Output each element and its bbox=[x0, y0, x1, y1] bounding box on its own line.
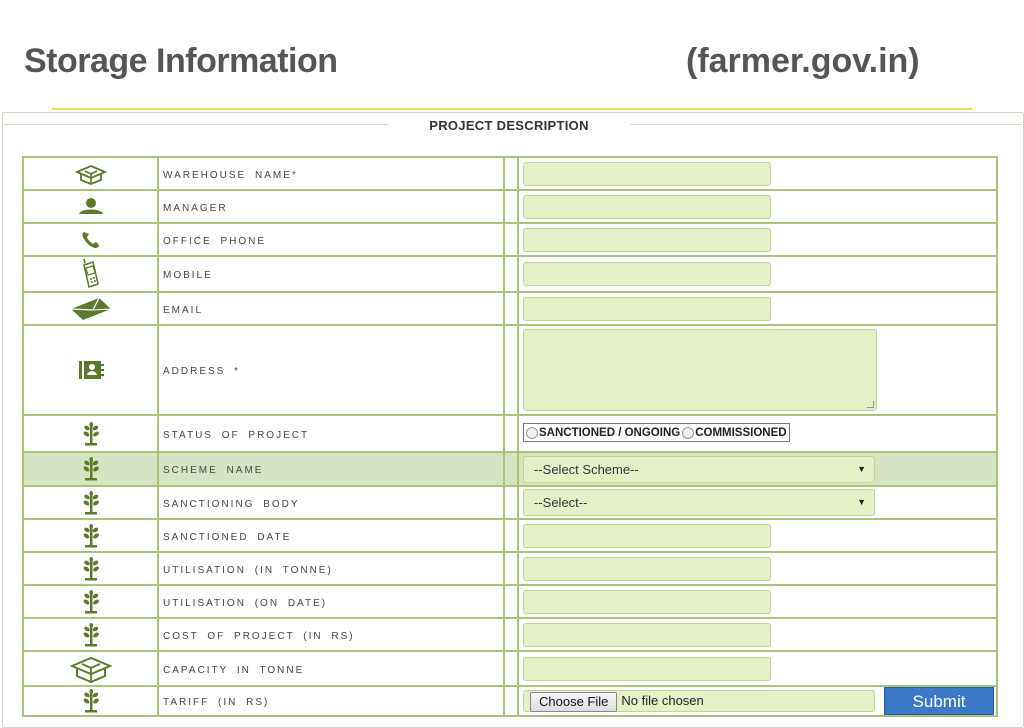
envelope-icon bbox=[69, 297, 113, 321]
form-row-status bbox=[23, 415, 997, 452]
sanctioning-body-select[interactable] bbox=[523, 489, 875, 516]
choose-file-button[interactable]: Choose File bbox=[530, 692, 617, 712]
address-book-icon bbox=[77, 359, 105, 381]
plant-icon bbox=[81, 491, 101, 515]
sanctioning-body-label: SANCTIONING BODY bbox=[163, 498, 300, 510]
form-row-scheme-name bbox=[23, 452, 997, 486]
plant-icon bbox=[81, 457, 101, 481]
plant-icon bbox=[81, 623, 101, 647]
capacity-label: CAPACITY IN TONNE bbox=[163, 664, 305, 676]
form-row-address bbox=[23, 325, 997, 415]
cost-of-project-label: COST OF PROJECT (IN RS) bbox=[163, 630, 355, 642]
form-row-utilisation-tonne bbox=[23, 552, 997, 585]
file-status-text: No file chosen bbox=[621, 693, 704, 708]
radio-sanctioned-ongoing[interactable] bbox=[526, 427, 538, 439]
radio-commissioned-label: COMMISSIONED bbox=[695, 426, 787, 439]
scheme-select-value: --Select Scheme-- bbox=[534, 461, 639, 477]
office-phone-input[interactable] bbox=[523, 228, 771, 252]
utilisation-tonne-label: UTILISATION (IN TONNE) bbox=[163, 564, 333, 576]
address-label: ADDRESS * bbox=[163, 366, 241, 377]
mobile-icon bbox=[79, 259, 103, 289]
address-textarea[interactable] bbox=[523, 329, 877, 411]
warehouse-icon bbox=[73, 163, 109, 185]
form-row-tariff bbox=[23, 686, 997, 716]
office-phone-label: OFFICE PHONE bbox=[163, 235, 267, 247]
form-row-mobile bbox=[23, 256, 997, 292]
tariff-label: TARIFF (IN RS) bbox=[163, 697, 270, 708]
tariff-file-input bbox=[523, 690, 875, 712]
dropdown-arrow-icon: ▼ bbox=[857, 463, 866, 474]
radio-sanctioned-ongoing-label: SANCTIONED / ONGOING bbox=[539, 426, 681, 439]
form-row-sanctioned-date bbox=[23, 519, 997, 552]
submit-button[interactable]: Submit bbox=[884, 687, 994, 715]
source-label: (farmer.gov.in) bbox=[686, 42, 920, 80]
plant-icon bbox=[81, 590, 101, 614]
scheme-name-label: SCHEME NAME bbox=[163, 465, 264, 476]
manager-input[interactable] bbox=[523, 195, 771, 219]
manager-label: MANAGER bbox=[163, 202, 228, 214]
warehouse-name-input[interactable] bbox=[523, 162, 771, 186]
plant-icon bbox=[81, 689, 101, 713]
email-input[interactable] bbox=[523, 297, 771, 321]
dropdown-arrow-icon: ▼ bbox=[857, 497, 866, 507]
form-row-sanctioning-body bbox=[23, 486, 997, 519]
form-row-email bbox=[23, 292, 997, 325]
status-radio-group bbox=[523, 423, 790, 442]
utilisation-tonne-input[interactable] bbox=[523, 557, 771, 581]
mobile-input[interactable] bbox=[523, 262, 771, 286]
plant-icon bbox=[81, 557, 101, 581]
project-form bbox=[22, 156, 998, 717]
warehouse-icon bbox=[68, 655, 114, 683]
cost-of-project-input[interactable] bbox=[523, 623, 771, 647]
header-divider bbox=[52, 108, 972, 110]
panel-legend bbox=[388, 116, 630, 138]
status-of-project-label: STATUS OF PROJECT bbox=[163, 429, 310, 441]
phone-icon bbox=[80, 230, 102, 250]
email-label: EMAIL bbox=[163, 304, 204, 316]
form-row-capacity bbox=[23, 651, 997, 686]
person-icon bbox=[77, 197, 105, 215]
form-row-office-phone bbox=[23, 223, 997, 256]
capacity-input[interactable] bbox=[523, 657, 771, 681]
sanctioning-body-select-value: --Select-- bbox=[534, 495, 588, 510]
utilisation-date-input[interactable] bbox=[523, 590, 771, 614]
utilisation-date-label: UTILISATION (ON DATE) bbox=[163, 597, 328, 609]
page-title: Storage Information bbox=[24, 42, 338, 80]
form-row-manager bbox=[23, 190, 997, 223]
form-row-cost bbox=[23, 618, 997, 651]
form-row-utilisation-date bbox=[23, 585, 997, 618]
mobile-label: MOBILE bbox=[163, 270, 213, 281]
form-row-warehouse-name bbox=[23, 157, 997, 190]
sanctioned-date-input[interactable] bbox=[523, 524, 771, 548]
warehouse-name-label: WAREHOUSE NAME* bbox=[163, 169, 298, 181]
sanctioned-date-label: SANCTIONED DATE bbox=[163, 531, 292, 543]
panel-legend-text: PROJECT DESCRIPTION bbox=[429, 118, 589, 133]
plant-icon bbox=[81, 524, 101, 548]
radio-commissioned[interactable] bbox=[682, 427, 694, 439]
scheme-select[interactable] bbox=[523, 456, 875, 483]
plant-icon bbox=[81, 422, 101, 446]
